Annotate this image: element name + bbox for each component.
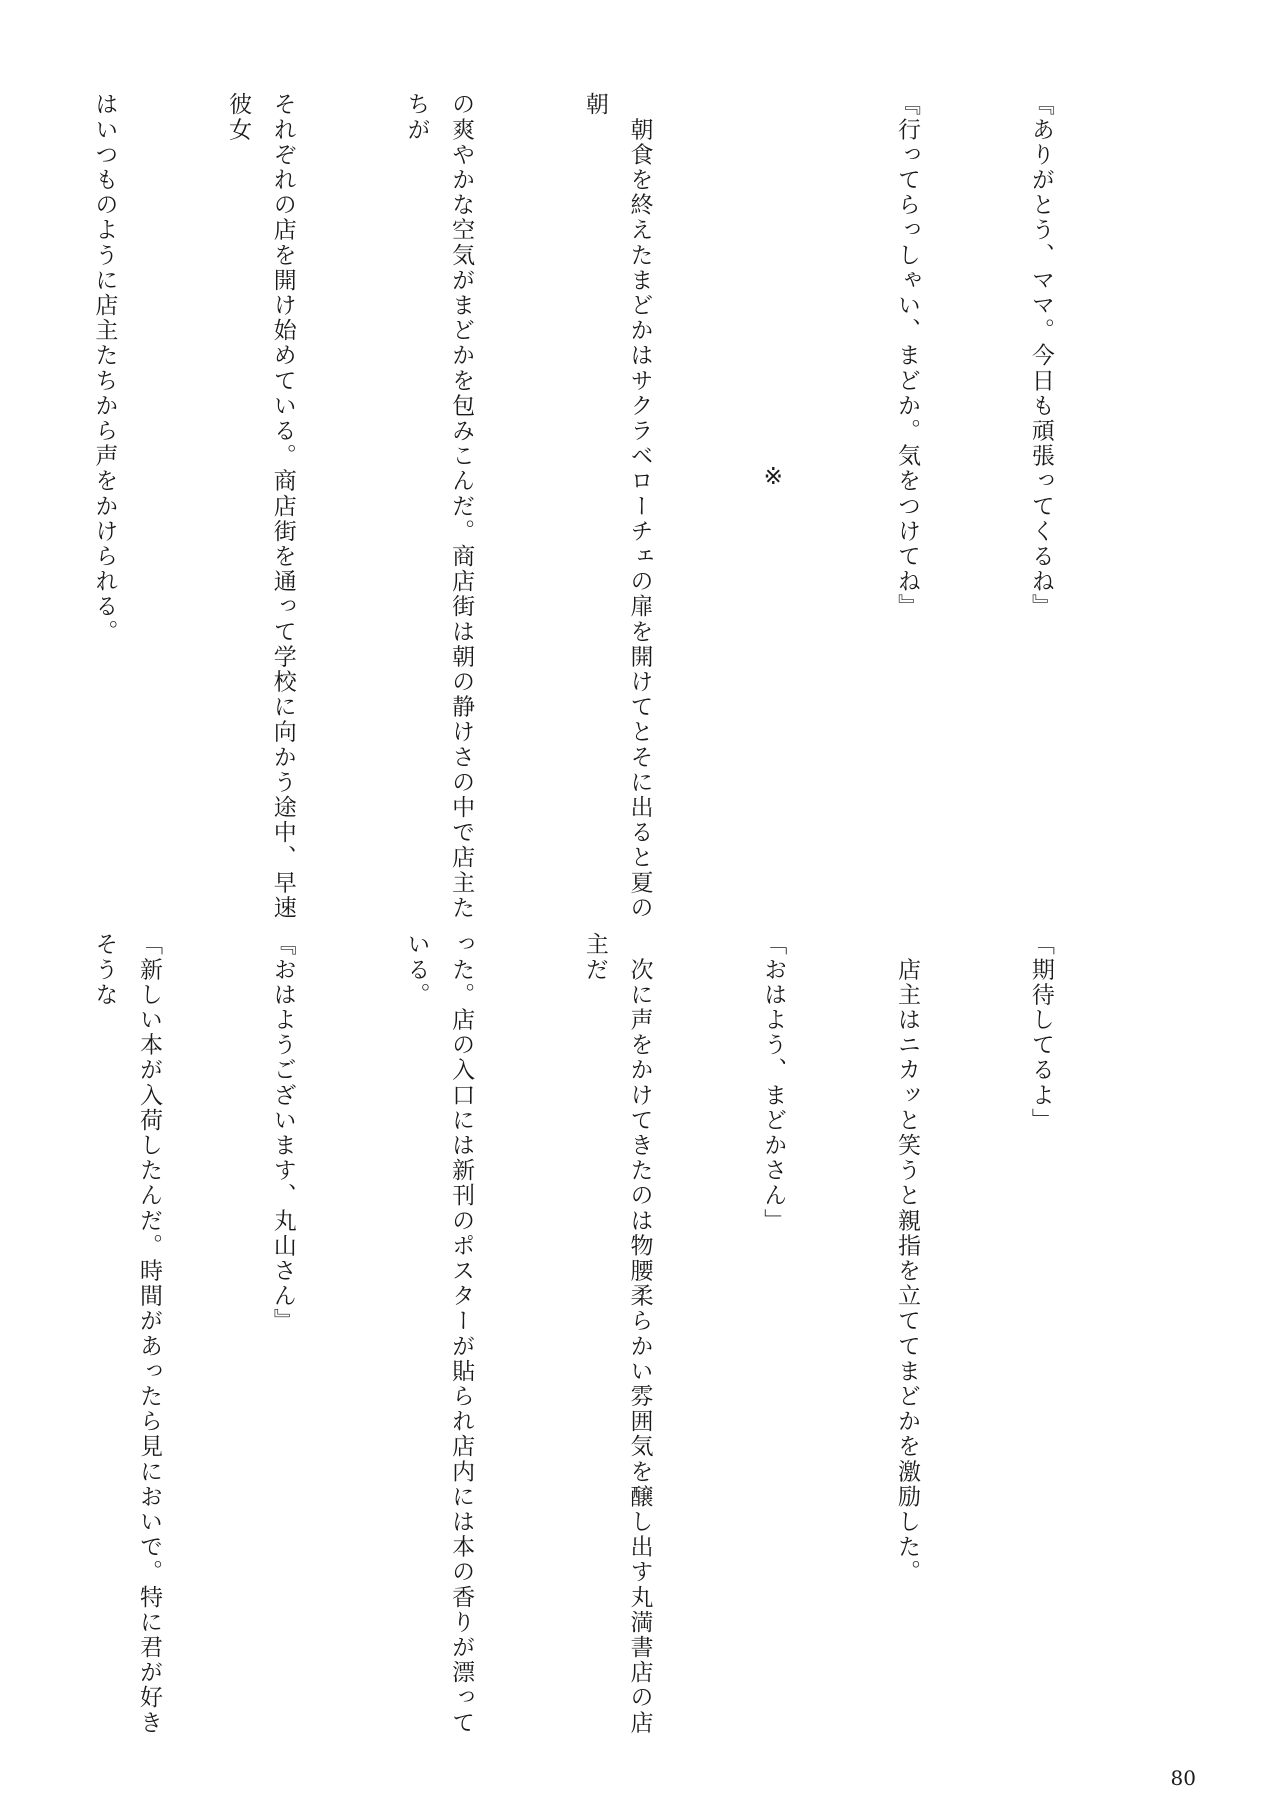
text-line: の爽やかな空気がまどかを包みこんだ。商店街は朝の静けさの中で店主たちが: [403, 92, 475, 921]
text-line: 次に声をかけてきたのは物腰柔らかい雰囲気を醸し出す丸満書店の店主だ: [581, 932, 653, 1736]
text-line: それぞれの店を開け始めている。商店街を通って学校に向かう途中、早速彼女: [225, 92, 296, 921]
text-line: はいつものように店主たちから声をかけられる。: [91, 92, 118, 645]
scene-break-mark: ※: [760, 464, 787, 493]
text-line: 『ありがとう、ママ。今日も頑張ってくるね』: [1027, 92, 1054, 620]
text-line: 朝食を終えたまどかはサクラベローチェの扉を開けてとそに出ると夏の朝: [581, 92, 653, 921]
text-line: った。店の入口には新刊のポスターが貼られ店内には本の香りが漂っている。: [403, 932, 475, 1736]
upper-text-block: [91, 92, 1152, 932]
text-line: 『行ってらっしゃい、まどか。気をつけてね』: [894, 92, 921, 620]
page-number: 80: [1170, 1766, 1196, 1790]
text-line: 「おはよう、まどかさん」: [760, 932, 787, 1234]
lower-text-block: [91, 932, 1152, 1752]
text-line: 「期待してるよ」: [1027, 932, 1054, 1133]
text-line: 『おはようございます、丸山さん』: [269, 932, 296, 1334]
text-line: 店主はニカッと笑うと親指を立ててまどかを激励した。: [894, 932, 921, 1585]
text-line: 「新しい本が入荷したんだ。時間があったら見においで。特に君が好きそうな: [91, 932, 162, 1736]
